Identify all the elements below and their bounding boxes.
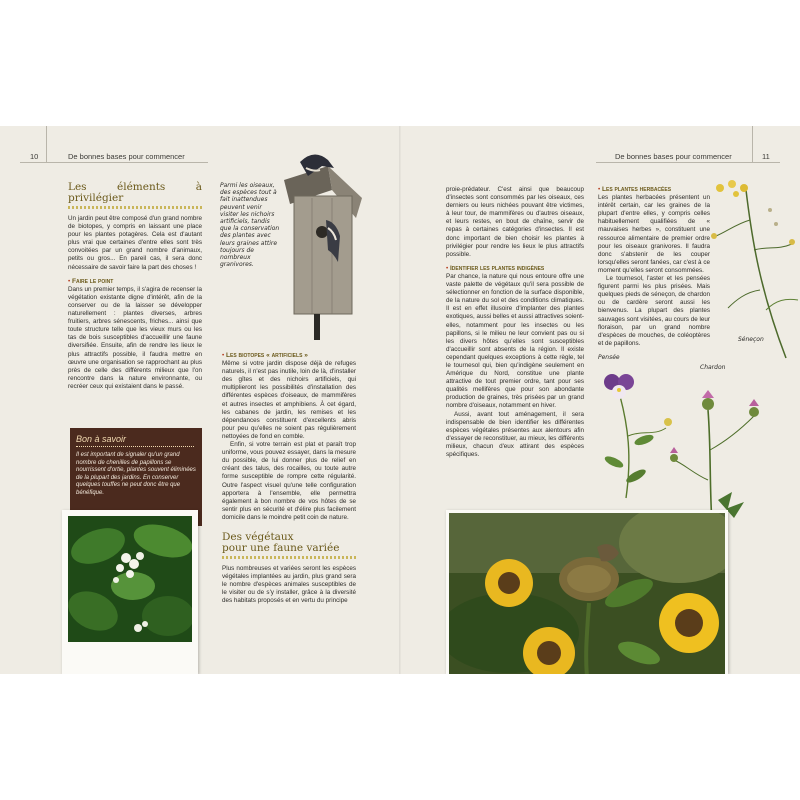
- subhead-faire-le-point: Faire le point: [71, 277, 114, 285]
- bird-caption: Parmi les oiseaux, des espèces tout à fait inattendues peuvent venir visiter les nichoirs artificiels, tandis que la conservation des plantes avec leurs graines attire toujours de nombreux granivores.: [220, 182, 280, 269]
- herbacees-paragraph: Les plantes herbacées présentent un intérêt certain, car les graines de la plupart d'entre elles, y compris celles habituellement qualifiées de « mauvaises herbes », constituent une ressource alimentaire de premier ordre pour les oiseaux granivores. Il faudra donc s'abstenir de les couper lorsqu'elles seront fanées, car c'est à ce moment qu'elles seront consommées.: [598, 194, 710, 274]
- biotopes-paragraph-2: Enfin, si votre terrain est plat et paraît trop uniforme, vous pouvez essayer, dans la mesure du possible, de lui donner plus de relief en créant des talus, des rocailles, ou toute autre forme susceptible de rompre cette régularité. Outre l'aspect visuel qu'une telle configuration apportera à l'ensemble, elle permettra également à bon nombre de vos hôtes de se sentir plus en sécurité et d'élire plus facilement domicile dans le moindre petit coin de nature.: [222, 441, 356, 521]
- birdhouse-illustration: [280, 146, 366, 342]
- nettle-photo-frame: [62, 510, 198, 674]
- intro-paragraph: Un jardin peut être composé d'un grand nombre de biotopes, y compris en laissant une place pour les plantes potagères. Cela est d'autant plus vrai que certaines d'entre elles sont très convoitées par un grand nombre d'animaux, petits ou gros... En pareil cas, il sera donc nécessaire de savoir faire la part des choses !: [68, 215, 202, 271]
- herbacees-paragraph-2: Le tournesol, l'aster et les pensées figurent parmi les plus prisées. Mais quelques pieds de séneçon, de chardon ou de cardère seront aussi les bienvenus. La plupart des plantes sauvages sont visitées, au cours de leur floraison, par un grand nombre d'espèces de mouches, de coléoptères et de papillons.: [598, 275, 711, 347]
- header-rule-vertical: [752, 126, 753, 162]
- point-paragraph: Dans un premier temps, il s'agira de recenser la végétation existante digne d'intérêt, afin de la conserver ou de la laisser se développer naturellement : plantes diverses, arbres fruitiers, arbres sénescents, friches... ainsi que toute structure telle que les vieux murs ou les tas de bois susceptibles d'accueillir une faune diversifiée. Ensuite, afin de rendre les lieux le plus attractifs possible, il faudra mettre en œuvre une organisation se rapprochant au plus près de celle des différents milieux que l'on rencontre dans la nature environnante, ou recréer ceux qui existaient dans le passé.: [68, 285, 202, 390]
- bullet-icon: •: [68, 277, 72, 285]
- book-gutter: [399, 126, 401, 674]
- bon-a-savoir-title: Bon à savoir: [76, 434, 127, 444]
- page-number-left: 10: [30, 152, 39, 161]
- indigenes-paragraph: Par chance, la nature qui nous entoure offre une vaste palette de végétaux qu'il sera possible de sélectionner en fonction de la surface disponible, de la nature du sol et des conditions climatiques. Il est en effet illusoire d'implanter des plantes exotiques, aussi belles et aussi attractives soient-elles, notamment pour les insectes ou les papillons, si le milieu ne leur convient pas ou si les divers hôtes qu'elles sont susceptibles d'accueillir sont absents de la région. Il existe cependant quelques exceptions à cette règle, tel le tournesol qui, bien qu'indigène seulement en Amérique du Nord, constitue une plante attractive de tout premier ordre, tant pour ses qualités mellifères que pour son abondante production de graines, très prisées par un grand nombre d'oiseaux, notamment en hiver.: [446, 272, 584, 410]
- sunflower-photo: [449, 513, 725, 674]
- section2-title-line1: Des végétaux: [222, 530, 294, 543]
- indigenes-paragraph-2: Aussi, avant tout aménagement, il sera indispensable de bien identifier les différentes espèces végétales présentes aux alentours afin d'essayer de reconstituer, au mieux, les différents milieux, chacun d'eux attirant des espèces spécifiques.: [446, 410, 584, 458]
- header-rule: [20, 162, 208, 163]
- running-head-left: De bonnes bases pour commencer: [68, 152, 185, 161]
- bullet-icon: •: [446, 264, 450, 272]
- sunflower-photo-frame: [446, 510, 728, 674]
- nettle-photo: [68, 516, 192, 642]
- bullet-icon: •: [598, 186, 602, 193]
- box-divider: [76, 446, 194, 448]
- subhead-herbacees: Les plantes herbacées: [601, 186, 672, 193]
- left-column-1: [68, 182, 202, 391]
- header-rule-vertical: [46, 126, 47, 162]
- subhead-indigenes: Identifier les plantes indigènes: [449, 264, 545, 272]
- subhead-biotopes: Les biotopes « artificiels »: [225, 352, 308, 359]
- book-spread: [0, 126, 800, 674]
- section2-title-line2: pour une faune variée: [222, 541, 340, 554]
- section-title: Les éléments à privilégier: [68, 181, 202, 204]
- section2-paragraph: Plus nombreuses et variées seront les espèces végétales implantées au jardin, plus grand sera le nombre d'espèces animales susceptibles de le visiter ou de s'y installer, grâce à la diversité des habitats proposés et en vertu du principe: [222, 564, 356, 605]
- label-pensee: Pensée: [598, 354, 620, 361]
- predator-paragraph: proie-prédateur. C'est ainsi que beaucoup d'insectes sont consommés par les oiseaux, ces derniers ou leurs nichées pouvant être victimes, à leur tour, de mammifères ou d'autres oiseaux, et leurs restes, en bout de chaîne, servir de repas à certaines catégories d'insectes. Il est donc important de bien choisir les plantes à privilégier pour rendre les lieux le plus attractifs possible.: [446, 186, 584, 258]
- running-head-right: De bonnes bases pour commencer: [615, 152, 732, 161]
- right-column-1: [446, 186, 584, 459]
- right-column-2: [598, 186, 710, 348]
- bon-a-savoir-text: Il est important de signaler qu'un grand nombre de chenilles de papillons se nourrissent d'ortie, plantes souvent éliminées de la plupart des jardins. En conserver quelques touffes ne peut donc être que bénéfique.: [76, 452, 196, 496]
- left-column-2: [222, 352, 356, 605]
- title-underline: [68, 206, 202, 209]
- title-underline: [222, 556, 356, 559]
- label-senecon: Séneçon: [738, 336, 764, 343]
- bullet-icon: •: [222, 352, 226, 359]
- label-chardon: Chardon: [700, 364, 726, 371]
- header-rule: [596, 162, 780, 163]
- page-number-right: 11: [762, 152, 770, 161]
- biotopes-paragraph: Même si votre jardin dispose déjà de refuges naturels, il n'est pas inutile, loin de là, d'installer des gîtes et des nichoirs artificiels, qui multiplieront les possibilités d'installation des différentes espèces d'oiseaux, de mammifères et autres insectes et amphibiens. À cet égard, les cabanes de jardin, les remises et les dépendances constituent d'excellents abris pour peu qu'elles ne soient pas régulièrement nettoyées de fond en comble.: [222, 360, 356, 440]
